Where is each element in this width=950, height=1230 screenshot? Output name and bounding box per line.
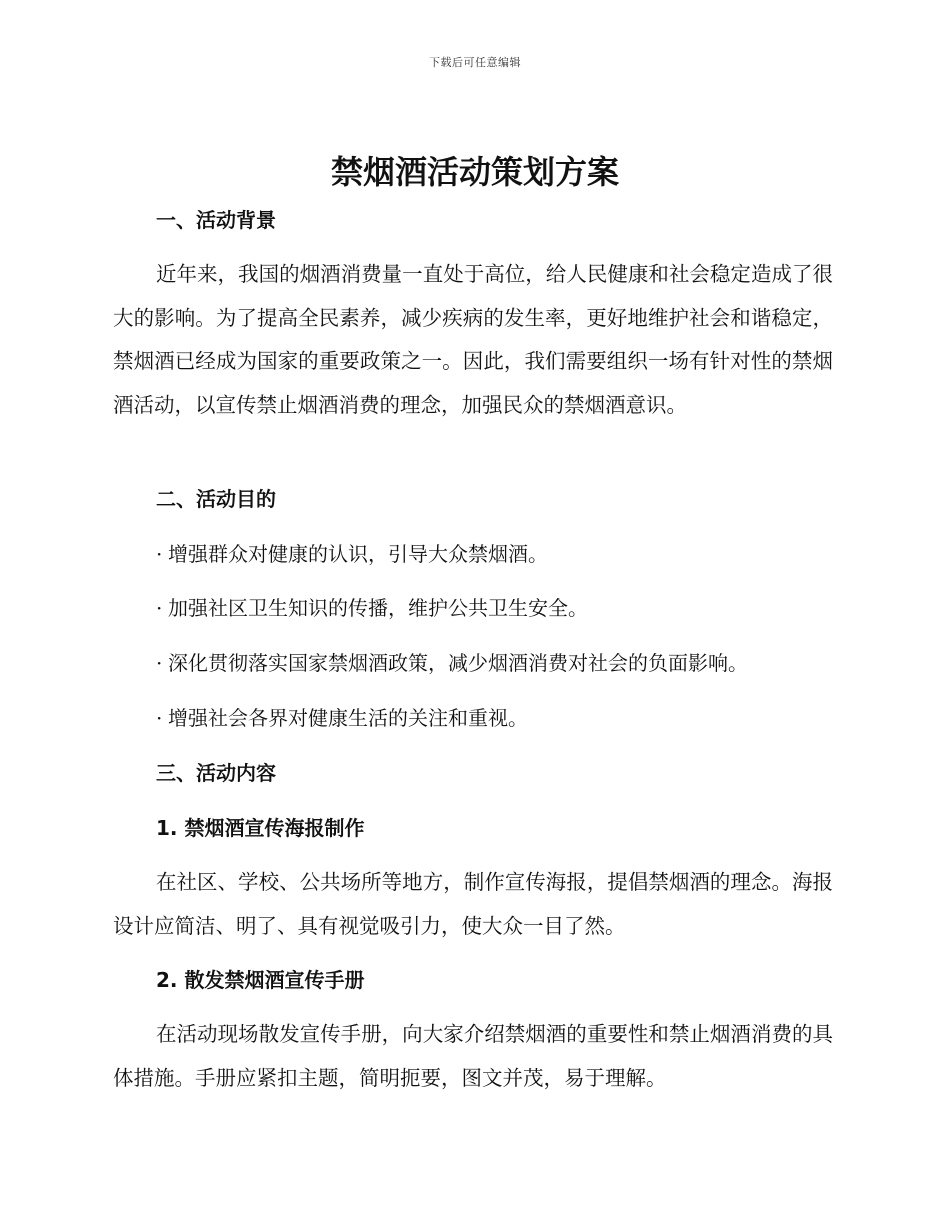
- bullet-marker: ·: [156, 542, 163, 566]
- section-heading-goals: 二、活动目的: [156, 487, 276, 511]
- bullet-marker: ·: [156, 651, 163, 675]
- posters-paragraph: 在社区、学校、公共场所等地方，制作宣传海报，提倡禁烟酒的理念。海报设计应简洁、明了、具有视觉吸引力，使大众一目了然。: [113, 870, 833, 938]
- goal-list-item: [156, 649, 748, 677]
- background-paragraph: 近年来，我国的烟酒消费量一直处于高位，给人民健康和社会稳定造成了很大的影响。为了提高全民素养，减少疾病的发生率，更好地维护社会和谐稳定，禁烟酒已经成为国家的重要政策之一。因此，我们需要组织一场有针对性的禁烟酒活动，以宣传禁止烟酒消费的理念，加强民众的禁烟酒意识。: [113, 262, 833, 417]
- header-note: 下载后可任意编辑: [429, 56, 521, 69]
- goal-list-item: [156, 704, 528, 732]
- section-heading-content: 三、活动内容: [156, 761, 276, 785]
- goal-text: 增强社会各界对健康生活的关注和重视。: [168, 706, 528, 730]
- handbook-paragraph: 在活动现场散发宣传手册，向大家介绍禁烟酒的重要性和禁止烟酒消费的具体措施。手册应紧扣主题，简明扼要，图文并茂，易于理解。: [113, 1022, 833, 1090]
- bullet-marker: ·: [156, 706, 163, 730]
- subsection-heading-posters: 1. 禁烟酒宣传海报制作: [156, 816, 365, 840]
- goal-text: 加强社区卫生知识的传播，维护公共卫生安全。: [168, 596, 588, 620]
- goal-text: 增强群众对健康的认识，引导大众禁烟酒。: [168, 542, 548, 566]
- bullet-marker: ·: [156, 596, 163, 620]
- goal-list-item: [156, 540, 548, 568]
- section-heading-background: 一、活动背景: [156, 208, 276, 232]
- goal-list-item: [156, 594, 588, 622]
- goal-text: 深化贯彻落实国家禁烟酒政策，减少烟酒消费对社会的负面影响。: [168, 651, 748, 675]
- page-title: 禁烟酒活动策划方案: [330, 153, 619, 191]
- subsection-heading-handbook: 2. 散发禁烟酒宣传手册: [156, 968, 365, 992]
